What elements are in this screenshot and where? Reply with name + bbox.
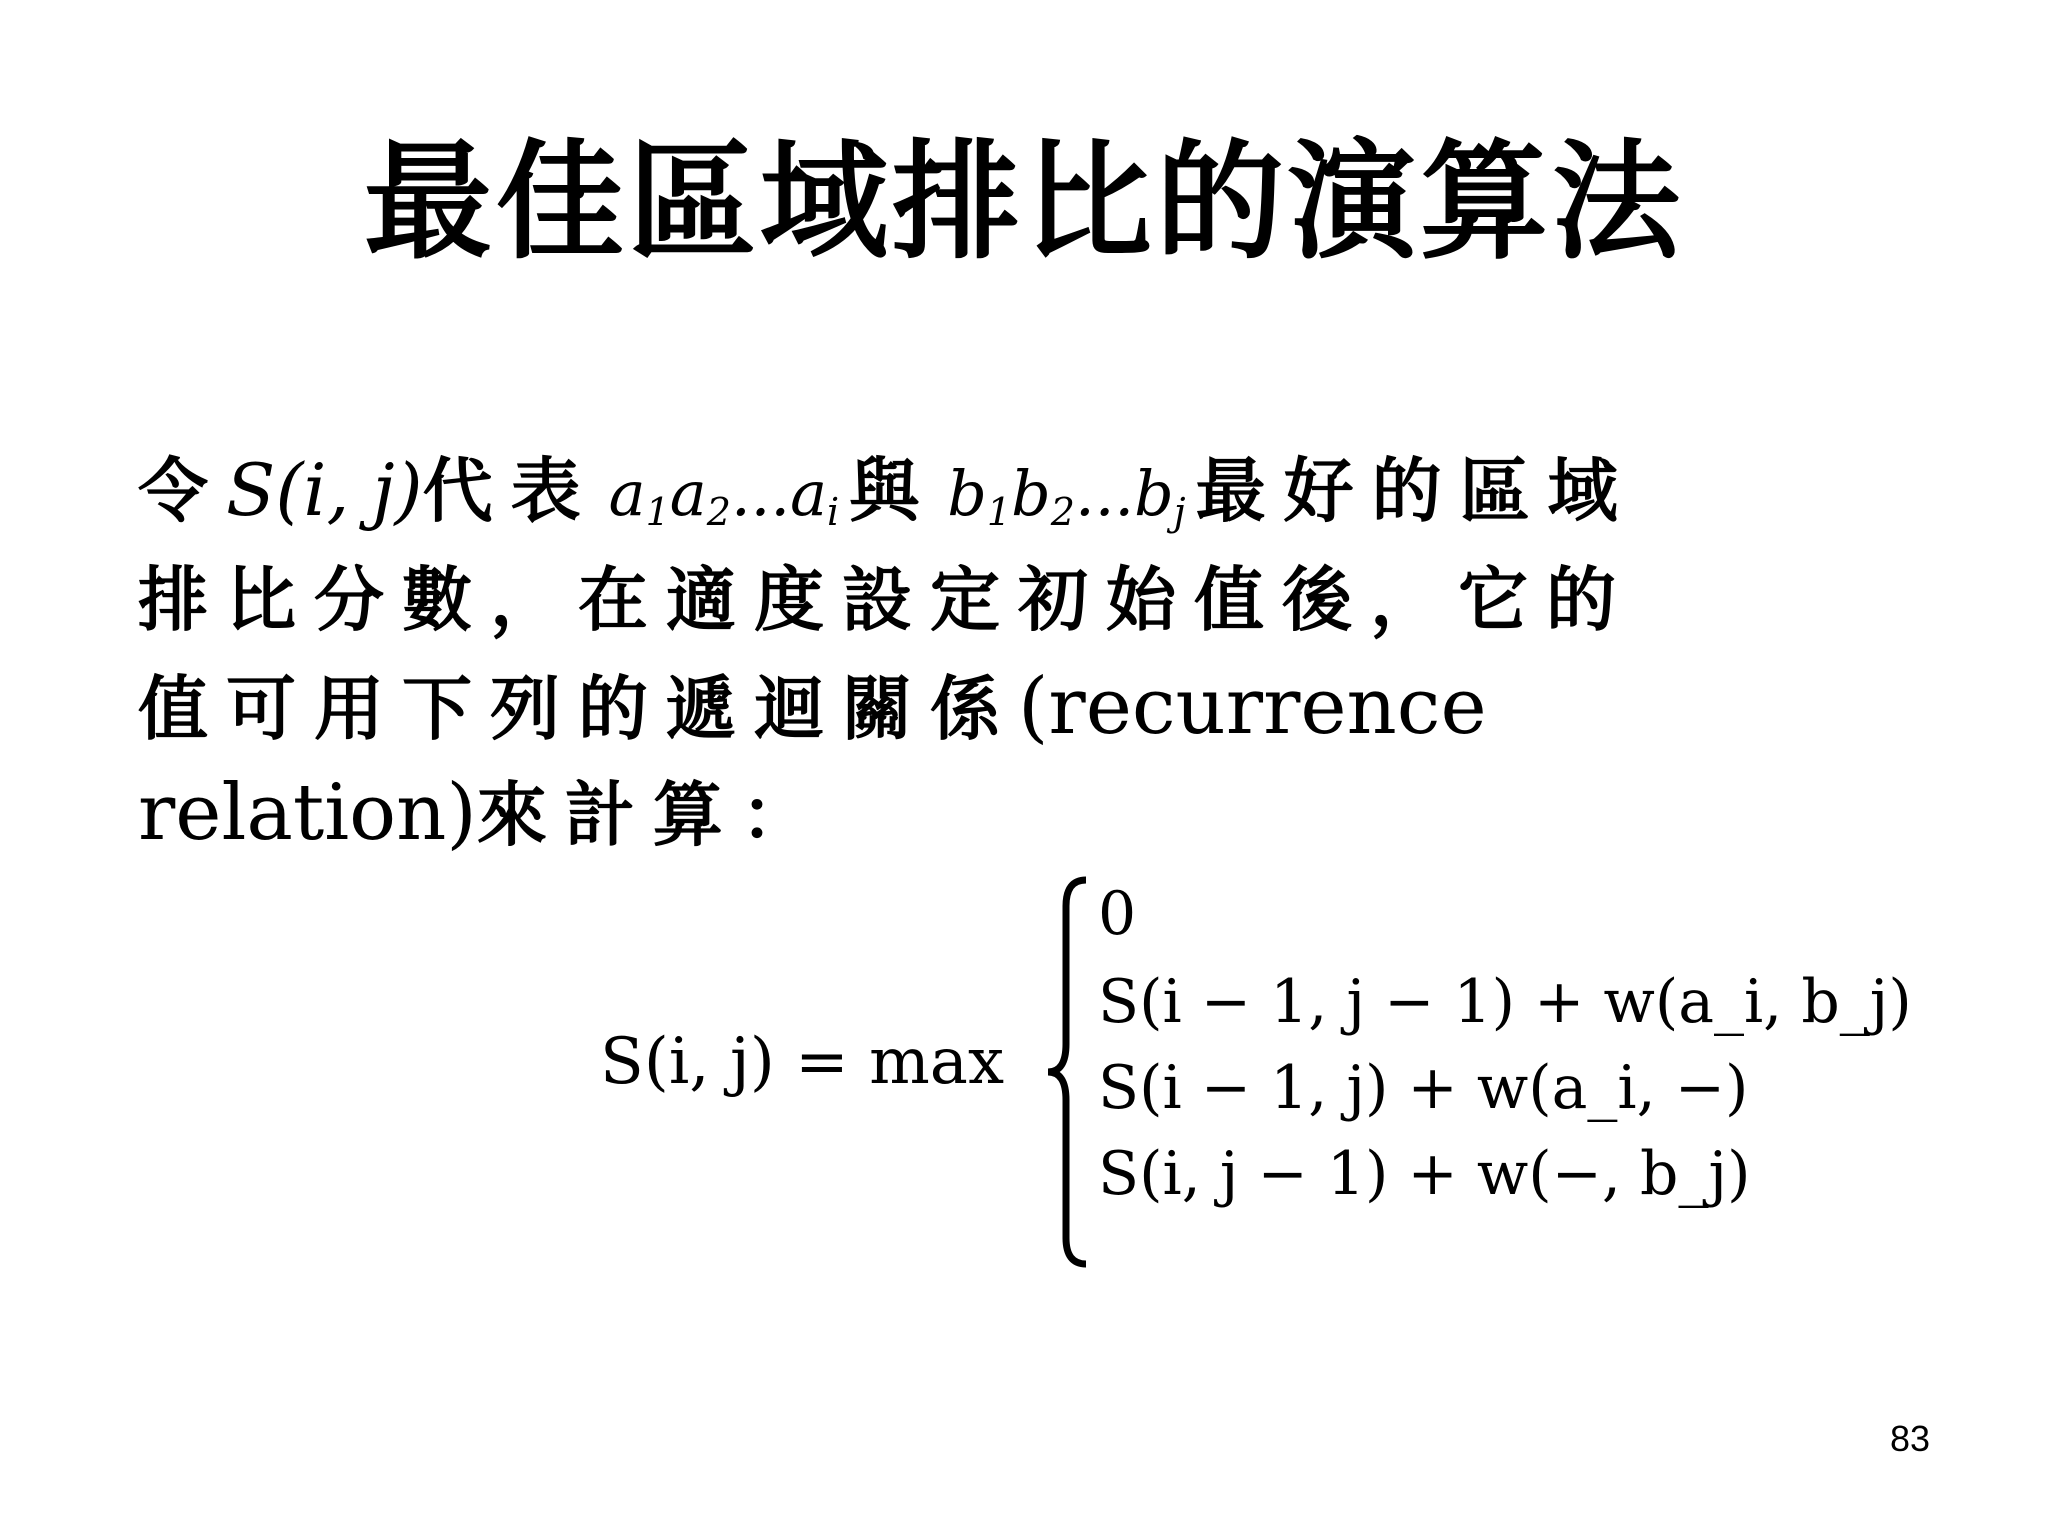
s-ij-expression: S(i, j)	[226, 448, 423, 532]
body-line-2: 排比分數，在適度設定初始值後，它的	[138, 559, 1634, 641]
case-zero: 0	[1098, 879, 1137, 949]
text-best-local: 最好的區域	[1195, 450, 1636, 532]
body-line-4	[138, 768, 1958, 860]
recurrence-formula	[600, 870, 1930, 1270]
page-number: 83	[1889, 1418, 1930, 1459]
body-line-3	[138, 662, 1958, 754]
text-relation: relation)	[138, 768, 477, 858]
formula-lhs: S(i, j) = max	[600, 1025, 1005, 1099]
text-yu: 與	[849, 450, 938, 532]
case-gap-in-a: S(i, j − 1) + w(−, b_j)	[1098, 1139, 1751, 1209]
case-diagonal: S(i − 1, j − 1) + w(a_i, b_j)	[1098, 967, 1912, 1037]
slide-title: 最佳區域排比的演算法	[363, 128, 1684, 277]
text-recurrence: (recurrence	[1018, 662, 1487, 752]
text-recursion-cjk: 值可用下列的遞迴關係	[138, 668, 1018, 750]
sequence-a: $a_1a_2...a_i$	[608, 457, 840, 534]
body-line-1	[138, 445, 1958, 557]
text-ling: 令	[138, 450, 226, 532]
sequence-b: $b_1b_2...b_j$	[947, 457, 1186, 534]
text-compute: 來計算：	[476, 774, 829, 856]
left-brace	[1038, 876, 1098, 1268]
text-daibiao: 代表	[422, 450, 599, 532]
case-gap-in-b: S(i − 1, j) + w(a_i, −)	[1098, 1053, 1749, 1123]
